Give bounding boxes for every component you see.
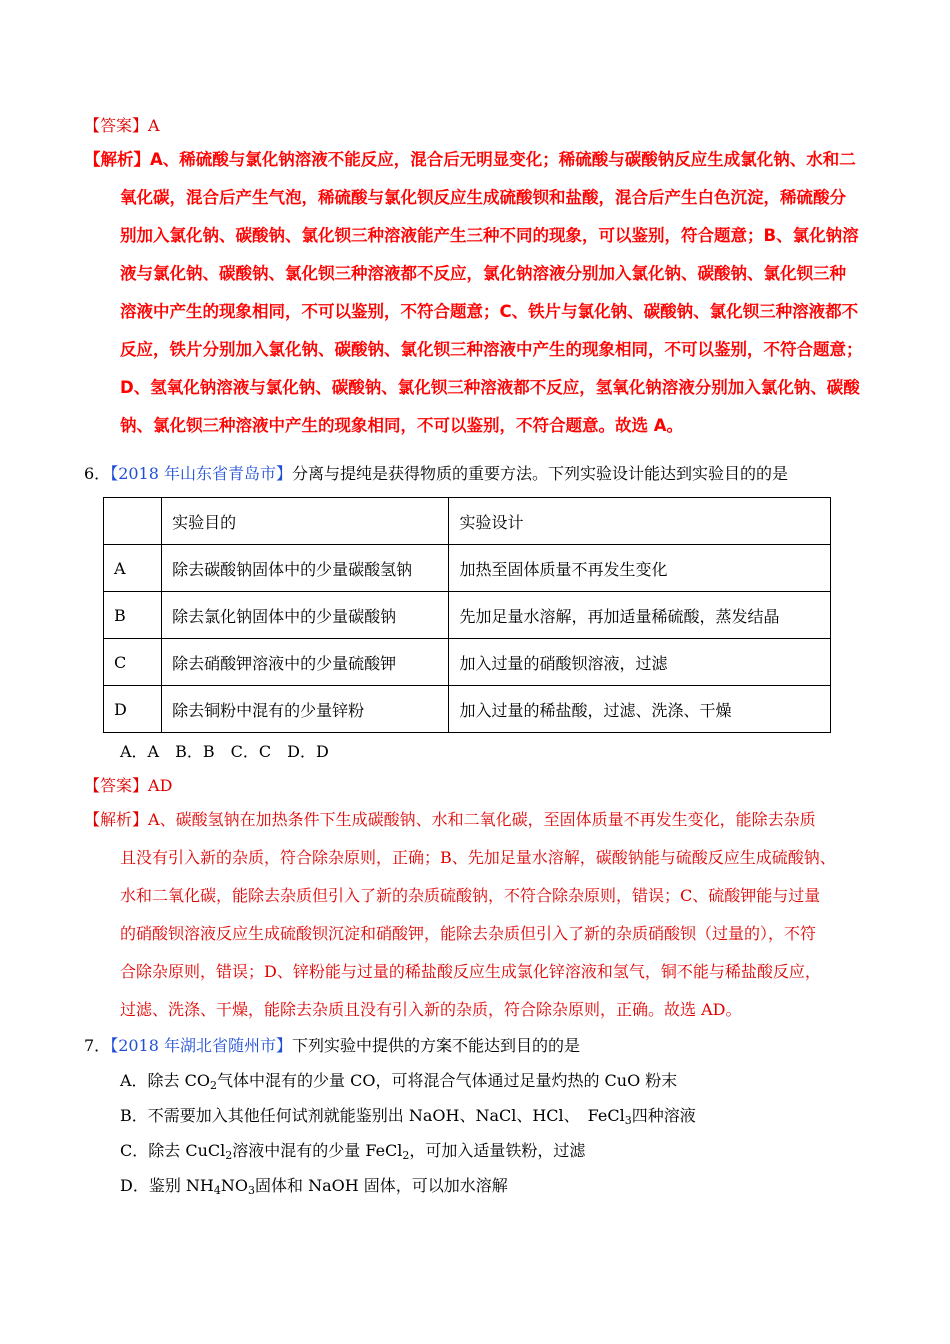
q6-stem — [84, 464, 788, 484]
table-header-cell: 实验目的 — [162, 498, 449, 545]
table-cell: B — [104, 592, 162, 639]
q6-analysis-line-5: 过滤、洗涤、干燥，能除去杂质且没有引入新的杂质，符合除杂原则，正确。故选 AD。 — [120, 1000, 742, 1019]
q5-analysis-tag: 【解析】 — [84, 150, 150, 169]
q6-answer — [84, 776, 172, 796]
q7-stem — [84, 1036, 580, 1056]
table-cell: 除去铜粉中混有的少量锌粉 — [162, 686, 449, 733]
table-cell: A — [104, 545, 162, 592]
q6-stem-text: 分离与提纯是获得物质的重要方法。下列实验设计能达到实验目的的是 — [292, 464, 789, 483]
q5-analysis-line-7: 钠、氯化钡三种溶液中产生的现象相同，不可以鉴别，不符合题意。故选 A。 — [120, 416, 684, 435]
q5-analysis-line-0: 【解析】A、稀硫酸与氯化钠溶液不能反应，混合后无明显变化；稀硫酸与碳酸钠反应生成氯化钠、水和二 — [84, 150, 856, 169]
q5-analysis-line-6: D、氢氧化钠溶液与氯化钠、碳酸钠、氯化钡三种溶液都不反应，氢氧化钠溶液分别加入氯化钠、碳酸 — [120, 378, 860, 397]
table-cell: 除去氯化钠固体中的少量碳酸钠 — [162, 592, 449, 639]
q6-source: 【2018 年山东省青岛市】 — [110, 464, 292, 483]
q5-answer-value: A — [148, 116, 160, 135]
q7-source: 【2018 年湖北省随州市】 — [110, 1036, 292, 1055]
q6-answer-value: AD — [148, 776, 173, 795]
q6-answer-tag: 【答案】 — [84, 776, 149, 795]
table-row — [104, 639, 831, 686]
q6-analysis-line-1: 且没有引入新的杂质，符合除杂原则，正确；B、先加足量水溶解，碳酸钠能与硫酸反应生成硫酸钠、 — [120, 848, 836, 867]
table-row — [104, 545, 831, 592]
q6-analysis-tag: 【解析】 — [84, 810, 149, 829]
table-row — [104, 592, 831, 639]
q6-table — [103, 497, 831, 733]
q6-analysis-line-3: 的硝酸钡溶液反应生成硫酸钡沉淀和硝酸钾，能除去杂质但引入了新的杂质硝酸钡（过量的），不符 — [120, 924, 817, 943]
table-cell: 加热至固体质量不再发生变化 — [449, 545, 831, 592]
q6-analysis-line-2: 水和二氧化碳，能除去杂质但引入了新的杂质硫酸钠，不符合除杂原则，错误；C、硫酸钾能与过量 — [120, 886, 821, 905]
q5-analysis-line-1: 氧化碳，混合后产生气泡，稀硫酸与氯化钡反应生成硫酸钡和盐酸，混合后产生白色沉淀，稀硫酸分 — [120, 188, 846, 207]
table-row — [104, 686, 831, 733]
q7-option-c: C．除去 CuCl$_2$溶液中混有的少量 FeCl$_2$，可加入适量铁粉，过滤 — [120, 1141, 586, 1162]
q5-analysis-line-3: 液与氯化钠、碳酸钠、氯化钡三种溶液都不反应，氯化钠溶液分别加入氯化钠、碳酸钠、氯化钡三种 — [120, 264, 846, 283]
q7-number: 7． — [84, 1036, 111, 1055]
q7-option-b: B．不需要加入其他任何试剂就能鉴别出 NaOH、NaCl、HCl、 FeCl$_3$四种溶液 — [120, 1106, 696, 1127]
q6-analysis-line-0: 【解析】A、碳酸氢钠在加热条件下生成碳酸钠、水和二氧化碳，至固体质量不再发生变化，能除去杂质 — [84, 810, 816, 829]
table-cell: D — [104, 686, 162, 733]
table-cell: 先加足量水溶解，再加适量稀硫酸，蒸发结晶 — [449, 592, 831, 639]
table-header-cell — [104, 498, 162, 545]
q6-analysis-line-4: 合除杂原则，错误；D、锌粉能与过量的稀盐酸反应生成氯化锌溶液和氢气，铜不能与稀盐酸反应， — [120, 962, 821, 981]
q5-analysis-line-4: 溶液中产生的现象相同，不可以鉴别，不符合题意；C、铁片与氯化钠、碳酸钠、氯化钡三种溶液都不 — [120, 302, 859, 321]
q7-option-a: A．除去 $CO_2$气体中混有的少量 CO，可将混合气体通过足量灼热的 CuO 粉末 — [120, 1071, 678, 1092]
table-cell: 加入过量的硝酸钡溶液，过滤 — [449, 639, 831, 686]
table-cell: 除去硝酸钾溶液中的少量硫酸钾 — [162, 639, 449, 686]
q6-options: A．A B．B C．C D．D — [120, 742, 329, 761]
q5-answer — [84, 116, 160, 136]
q5-analysis-line-5: 反应，铁片分别加入氯化钠、碳酸钠、氯化钡三种溶液中产生的现象相同，不可以鉴别，不符合题意； — [120, 340, 863, 359]
q7-option-d: D．鉴别 $NH_4NO_3$固体和 NaOH 固体，可以加水溶解 — [120, 1176, 508, 1197]
table-header-row — [104, 498, 831, 545]
q7-stem-text: 下列实验中提供的方案不能达到目的的是 — [292, 1036, 581, 1055]
table-cell: C — [104, 639, 162, 686]
q5-analysis-line-2: 别加入氯化钠、碳酸钠、氯化钡三种溶液能产生三种不同的现象，可以鉴别，符合题意；B、氯化钠溶 — [120, 226, 859, 245]
q5-answer-tag: 【答案】 — [84, 116, 149, 135]
table-cell: 除去碳酸钠固体中的少量碳酸氢钠 — [162, 545, 449, 592]
table-cell: 加入过量的稀盐酸，过滤、洗涤、干燥 — [449, 686, 831, 733]
q6-number: 6． — [84, 464, 111, 483]
table-header-cell: 实验设计 — [449, 498, 831, 545]
